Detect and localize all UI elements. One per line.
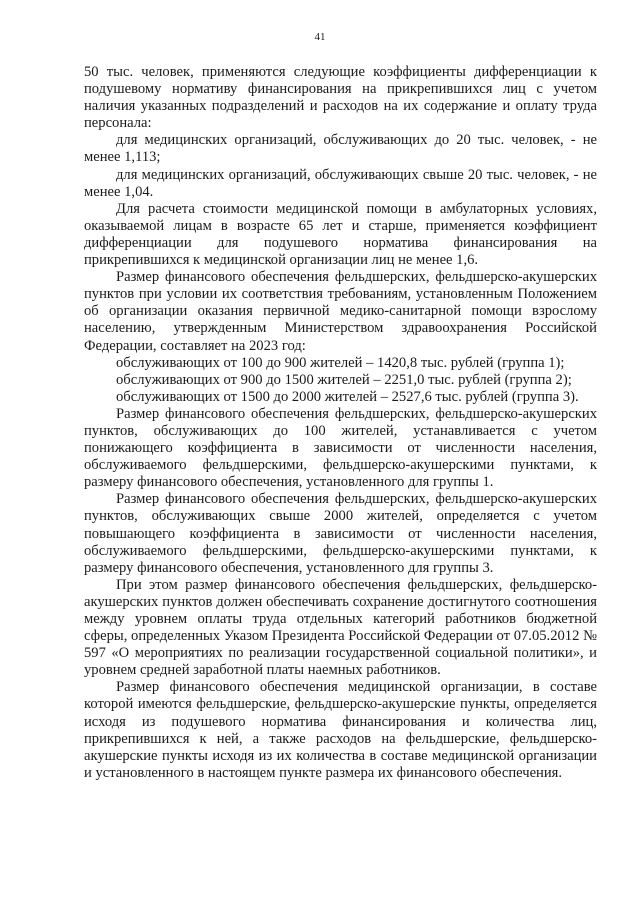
paragraph: 50 тыс. человек, применяются следующие коэффициенты дифференциации к подушевому нормативу финансирования на прикрепившихся лиц с учетом наличия указанных подразделений и расходов на их содержание и оплату труда персонала:: [84, 64, 597, 132]
paragraph: Размер финансового обеспечения фельдшерских, фельдшерско-акушерских пунктов, обслуживающих свыше 2000 жителей, определяется с учетом повышающего коэффициента в зависимости от численности населения, обслуживаемого фельдшерскими, фельдшерско-акушерскими пунктами, к размеру финансового обеспечения, установленного для группы 3.: [84, 491, 597, 576]
paragraph: При этом размер финансового обеспечения фельдшерских, фельдшерско-акушерских пунктов должен обеспечивать сохранение достигнутого соотношения между уровнем оплаты труда отдельных категорий работников бюджетной сферы, определенных Указом Президента Российской Федерации от 07.05.2012 № 597 «О мероприятиях по реализации государственной социальной политики», и уровнем средней заработной платы наемных работников.: [84, 576, 597, 679]
page-number: 41: [314, 31, 326, 43]
paragraph: Для расчета стоимости медицинской помощи в амбулаторных условиях, оказываемой лицам в возрасте 65 лет и старше, применяется коэффициент дифференциации для подушевого норматива финансирования на прикрепившихся к медицинской организации лиц не менее 1,6.: [84, 200, 597, 269]
document-body: [84, 64, 597, 782]
paragraph: Размер финансового обеспечения фельдшерских, фельдшерско-акушерских пунктов, обслуживающих до 100 жителей, устанавливается с учетом понижающего коэффициента в зависимости от численности населения, обслуживаемого фельдшерскими, фельдшерско-акушерскими пунктами, к размеру финансового обеспечения, установленного для группы 1.: [84, 405, 597, 491]
list-item: обслуживающих от 900 до 1500 жителей – 2251,0 тыс. рублей (группа 2);: [116, 371, 572, 388]
paragraph: Размер финансового обеспечения фельдшерских, фельдшерско-акушерских пунктов при условии их соответствия требованиям, установленным Положением об организации оказания первичной медико-санитарной помощи взрослому населению, утвержденным Министерством здравоохранения Российской Федерации, составляет на 2023 год:: [84, 269, 597, 354]
paragraph: для медицинских организаций, обслуживающих до 20 тыс. человек, - не менее 1,113;: [84, 132, 597, 166]
list-item: обслуживающих от 1500 до 2000 жителей – 2527,6 тыс. рублей (группа 3).: [116, 388, 579, 405]
list-item: обслуживающих от 100 до 900 жителей – 1420,8 тыс. рублей (группа 1);: [116, 354, 565, 371]
paragraph: Размер финансового обеспечения медицинской организации, в составе которой имеются фельдшерские, фельдшерско-акушерские пункты, определяется исходя из подушевого норматива финансирования и количества лиц, прикрепившихся к ней, а также расходов на фельдшерские, фельдшерско-акушерские пункты исходя из их количества в составе медицинской организации и установленного в настоящем пункте размера их финансового обеспечения.: [84, 679, 597, 781]
paragraph: для медицинских организаций, обслуживающих свыше 20 тыс. человек, - не менее 1,04.: [84, 166, 597, 200]
